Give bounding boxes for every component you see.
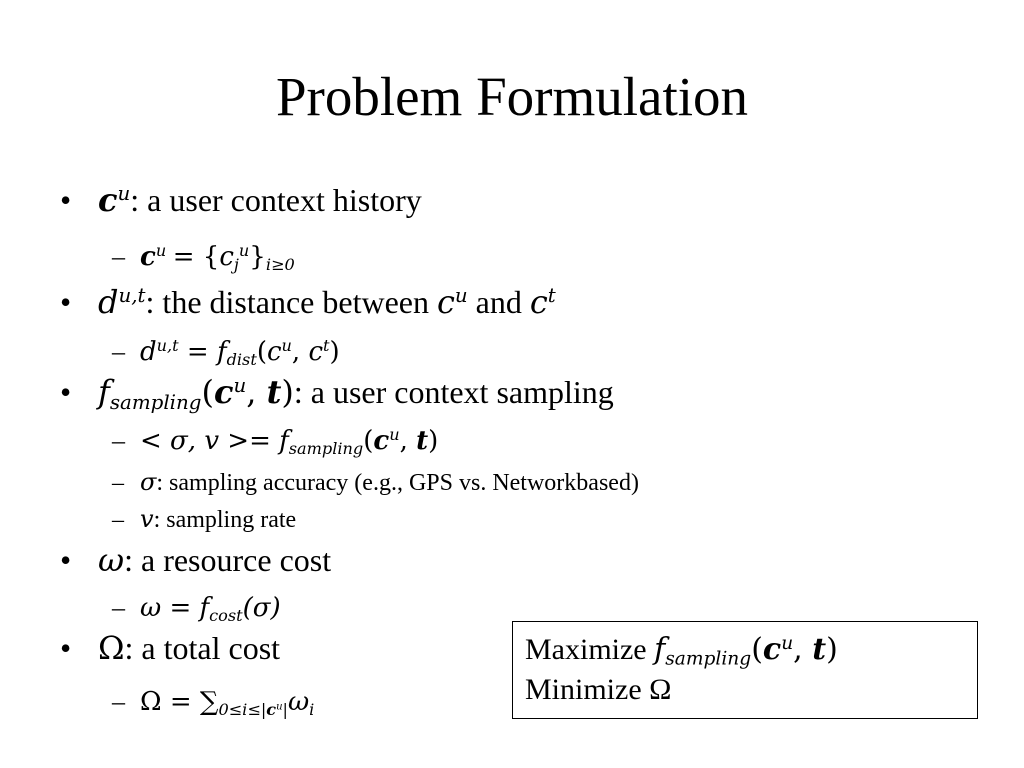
math-b: c: [308, 337, 324, 367]
bullet-marker: •: [60, 284, 72, 320]
math-eq: =: [161, 593, 200, 623]
bullet-marker: •: [60, 182, 72, 218]
dash-marker: –: [112, 426, 125, 455]
math-lhs: ω: [140, 593, 162, 623]
math-sub: dist: [226, 349, 257, 369]
math-sub: [218, 700, 288, 719]
math-b: t: [266, 373, 282, 411]
bullet-text: : a user context sampling: [293, 374, 614, 410]
math-omega: ω: [98, 541, 125, 579]
sub-item-context-set: [112, 240, 295, 274]
bullet-text: : the distance between: [145, 284, 437, 320]
math-sup: t: [323, 336, 330, 356]
math-eq: =: [178, 337, 217, 367]
math-omega: ω: [287, 687, 310, 717]
math-sigma: σ: [140, 468, 157, 496]
math-close: ): [826, 632, 838, 667]
math-sup: t: [547, 284, 556, 308]
math-a: c: [373, 426, 390, 456]
math-f: f: [654, 632, 666, 667]
math-b: c: [529, 283, 548, 321]
sub-item-text: : sampling accuracy (e.g., GPS vs. Networkbased): [156, 470, 639, 496]
bullet-text: : a total cost: [124, 630, 281, 666]
math-f: f: [98, 373, 110, 411]
bullet-text: : a user context history: [130, 182, 422, 218]
bullet-resource-cost: [60, 540, 331, 580]
math-sup: u: [389, 425, 400, 445]
math-close: ): [428, 426, 439, 456]
bullet-marker: •: [60, 542, 72, 578]
math-open: (: [201, 373, 214, 411]
math-sup: u: [155, 241, 167, 261]
math-sup: u: [454, 284, 468, 308]
math-sub: cost: [209, 605, 243, 625]
math-close: ): [329, 337, 340, 367]
math-comma: ,: [246, 373, 267, 411]
math-sup: u: [238, 241, 250, 261]
dash-marker: –: [112, 507, 124, 533]
sub-item-total-cost-sum: [112, 685, 314, 719]
math-v: v: [140, 505, 154, 533]
math-sup: u,t: [156, 336, 179, 356]
math-Omega: Ω: [98, 629, 125, 667]
math-sub: sampling: [288, 438, 364, 458]
math-close: ): [281, 373, 294, 411]
math-sup: u: [276, 701, 283, 713]
math-sub: sampling: [665, 648, 752, 670]
math-a: c: [762, 632, 782, 667]
objective-box: [512, 621, 978, 719]
math-c: c: [98, 181, 118, 219]
math-arg: (σ): [242, 593, 281, 623]
math-lhs: < σ, v >=: [140, 426, 280, 456]
math-lhs: Ω: [140, 687, 162, 717]
math-sup: u: [781, 632, 794, 654]
math-comma: ,: [291, 337, 309, 367]
sub-item-text: : sampling rate: [153, 507, 297, 533]
bullet-distance: [60, 282, 556, 322]
bullet-marker: •: [60, 374, 72, 410]
sub-item-cost-function: [112, 591, 281, 625]
math-a: c: [213, 373, 234, 411]
math-sub: j: [233, 254, 239, 274]
dash-marker: –: [112, 242, 125, 271]
math-sum: = ∑: [161, 687, 219, 717]
bullet-marker: •: [60, 630, 72, 666]
math-sup: u: [233, 374, 247, 398]
dash-marker: –: [112, 337, 125, 366]
bullet-text: : a resource cost: [124, 542, 332, 578]
bullet-context-sampling: [60, 372, 614, 412]
math-lhs: d: [140, 337, 157, 367]
objective-minimize: Minimize Ω: [525, 673, 672, 706]
math-sub-a: 0≤i≤|: [218, 699, 267, 719]
math-sub-d: |: [282, 699, 288, 719]
math-d: d: [98, 283, 119, 321]
math-lhs: c: [140, 242, 156, 272]
dash-marker: –: [112, 687, 125, 716]
bullet-user-context-history: [60, 180, 422, 220]
math-sup: u: [117, 182, 131, 206]
math-b: t: [416, 426, 429, 456]
math-sub: sampling: [109, 390, 202, 414]
math-open: (: [751, 632, 763, 667]
math-a: c: [436, 283, 455, 321]
objective-text: Maximize: [525, 633, 655, 666]
math-b: t: [812, 632, 827, 667]
sub-item-sampling-rate: [112, 502, 296, 537]
bullet-total-cost: [60, 628, 280, 668]
slide-title: Problem Formulation: [275, 66, 749, 127]
dash-marker: –: [112, 593, 125, 622]
math-f: f: [199, 593, 210, 623]
math-sup: u,t: [118, 284, 146, 308]
math-open: (: [256, 337, 267, 367]
math-f: f: [216, 337, 227, 367]
math-f: f: [279, 426, 289, 456]
math-sub: i≥0: [265, 254, 295, 274]
dash-marker: –: [112, 470, 124, 496]
math-open: (: [363, 426, 374, 456]
math-eq: = {: [172, 242, 220, 272]
sub-item-sampling-accuracy: [112, 465, 639, 500]
sub-item-sampling-output: [112, 424, 438, 458]
objective-maximize: [525, 630, 965, 670]
math-sub-c: c: [266, 699, 277, 719]
sub-item-distance-function: [112, 335, 340, 369]
math-sup: u: [281, 336, 292, 356]
math-close: }: [249, 242, 266, 272]
math-var: c: [219, 242, 234, 272]
math-comma: ,: [399, 426, 417, 456]
math-a: c: [266, 337, 282, 367]
math-sub: i: [309, 699, 315, 719]
math-comma: ,: [793, 632, 813, 667]
bullet-text: and: [467, 284, 530, 320]
